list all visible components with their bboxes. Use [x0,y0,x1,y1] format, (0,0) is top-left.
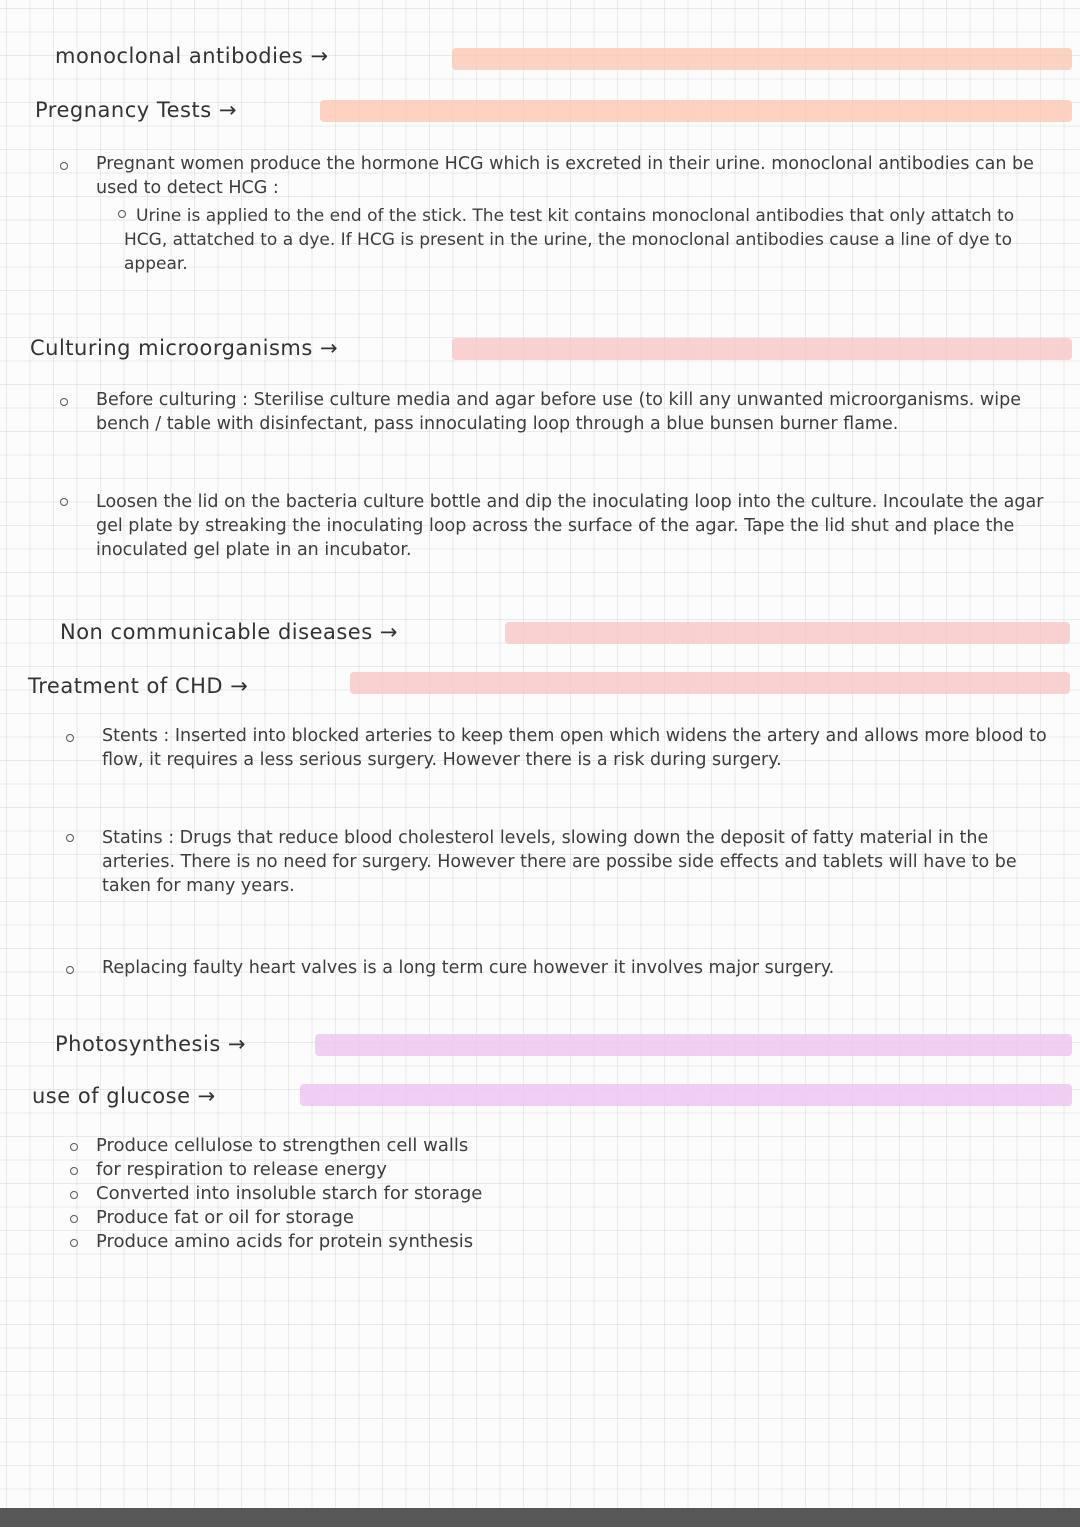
highlight-glucose [300,1084,1072,1106]
pregnancy-subpoint: Urine is applied to the end of the stick. The test kit contains monoclonal antibodies that only attatch to HCG, attatched to a dye. If HCG is present in the urine, the monoclonal antibodies cause a line of dye to appear. [124,206,1015,274]
highlight-culturing [452,338,1072,360]
heading-photosynthesis: Photosynthesis → [55,1032,247,1056]
bullet [70,1215,78,1223]
highlight-pregnancy [320,100,1072,122]
bullet [70,1143,78,1151]
glucose-use-item: for respiration to release energy [96,1159,387,1180]
page-bottom-edge [0,1508,1080,1527]
highlight-treatment [350,672,1070,694]
bullet [70,1239,78,1247]
glucose-use-item: Produce cellulose to strengthen cell walls [96,1135,469,1156]
bullet [66,966,74,974]
heading-use-of-glucose: use of glucose → [32,1084,216,1108]
treatment-statins: Statins : Drugs that reduce blood cholesterol levels, slowing down the deposit of fatty material in the arteries. There is no need for surgery. However there are possibe side effects and tablets will have to be taken for many years. [102,828,1017,896]
highlight-non-communicable [505,622,1070,644]
treatment-stents: Stents : Inserted into blocked arteries to keep them open which widens the artery and allows more blood to flow, it requires a less serious surgery. However there is a risk during surgery. [102,726,1047,770]
highlight-photosynthesis [315,1034,1072,1056]
highlight-monoclonal [452,48,1072,70]
glucose-use-item: Produce fat or oil for storage [96,1207,354,1228]
heading-culturing: Culturing microorganisms → [30,336,339,360]
culturing-point-inoculate: Loosen the lid on the bacteria culture bottle and dip the inoculating loop into the culture. Incoulate the agar gel plate by streaking the inoculating loop across the surface of the agar. Tape the lid shut and place the inoculated gel plate in an incubator. [96,492,1044,560]
bullet [60,162,68,170]
heading-monoclonal: monoclonal antibodies → [55,44,329,68]
heading-treatment-chd: Treatment of CHD → [28,674,249,698]
bullet [66,834,74,842]
bullet [70,1191,78,1199]
bullet [66,734,74,742]
pregnancy-point: Pregnant women produce the hormone HCG which is excreted in their urine. monoclonal antibodies can be used to detect HCG : [96,154,1034,198]
heading-non-communicable: Non communicable diseases → [60,620,398,644]
heading-pregnancy: Pregnancy Tests → [35,98,237,122]
bullet [60,398,68,406]
glucose-use-item: Produce amino acids for protein synthesis [96,1231,474,1252]
glucose-use-item: Converted into insoluble starch for storage [96,1183,483,1204]
bullet [70,1167,78,1175]
culturing-point-before: Before culturing : Sterilise culture media and agar before use (to kill any unwanted microorganisms. wipe bench / table with disinfectant, pass innoculating loop through a blue bunsen burner flame. [96,390,1021,434]
bullet [60,498,68,506]
treatment-valves: Replacing faulty heart valves is a long term cure however it involves major surgery. [102,958,835,978]
